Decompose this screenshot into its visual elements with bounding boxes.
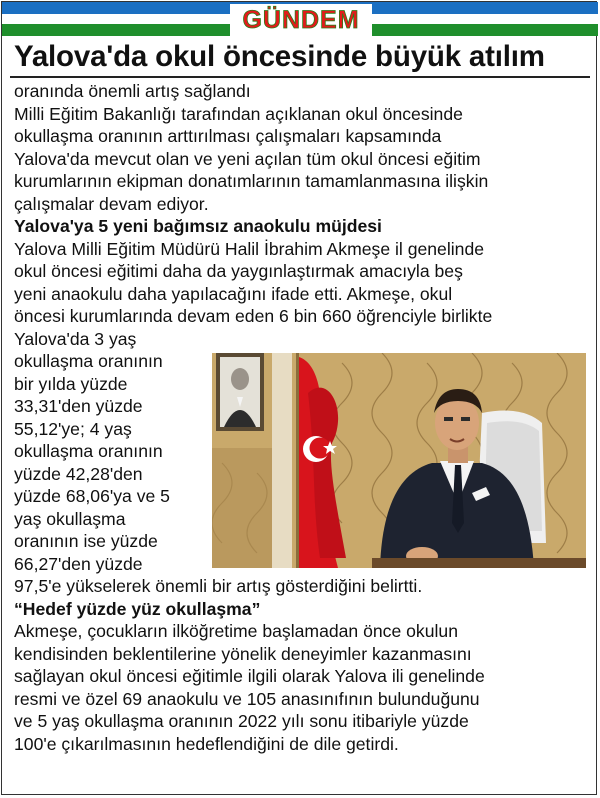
body-line: Akmeşe, çocukların ilköğretime başlamadan önce okulun [14, 621, 458, 641]
body-line: çalışmalar devam ediyor. [14, 193, 209, 214]
body-line: okullaşma oranının [14, 351, 163, 371]
body-line: oranında önemli artış sağlandı [14, 81, 251, 101]
subheading-line: Yalova'ya 5 yeni bağımsız anaokulu müjdesi [14, 216, 382, 236]
body-line: Yalova'da mevcut olan ve yeni açılan tüm okul öncesi eğitim [14, 148, 481, 169]
portrait-frame-icon [216, 353, 264, 431]
body-line: okullaşma oranının arttırılması çalışmaları kapsamında [14, 126, 442, 146]
body-line: kendisinden beklentilerine yönelik deneyimler kazanmasını [14, 643, 472, 664]
body-line: 33,31'den yüzde [14, 396, 143, 416]
headline-divider [10, 76, 590, 78]
body-line: ve 5 yaş okullaşma oranının 2022 yılı sonu itibariyle yüzde [14, 711, 469, 731]
body-line: okul öncesi eğitimi daha da yaygınlaştırmak amacıyla beş [14, 261, 463, 281]
body-line: Yalova Milli Eğitim Müdürü Halil İbrahim Akmeşe il genelinde [14, 238, 485, 259]
body-line: öncesi kurumlarında devam eden 6 bin 660 öğrenciyle birlikte [14, 306, 493, 326]
body-line: sağlayan okul öncesi eğitimle ilgili olarak Yalova ili genelinde [14, 666, 485, 686]
body-line: bir yılda yüzde [14, 373, 128, 394]
body-line: 55,12'ye; 4 yaş [14, 418, 132, 439]
body-line: Milli Eğitim Bakanlığı tarafından açıklanan okul öncesinde [14, 103, 463, 124]
section-header-band [2, 2, 598, 36]
section-label-box [230, 4, 372, 36]
section-label: GÜNDEM [242, 5, 360, 34]
headline: Yalova'da okul öncesinde büyük atılım [14, 40, 545, 73]
body-line: yeni anaokulu daha yapılacağını ifade etti. Akmeşe, okul [14, 283, 453, 304]
subheading-line: “Hedef yüzde yüz okullaşma” [14, 598, 261, 619]
body-line: okullaşma oranının [14, 441, 163, 461]
body-line: yüzde 42,28'den [14, 463, 143, 484]
body-line: Yalova'da 3 yaş [14, 328, 137, 349]
body-line: yaş okullaşma [14, 508, 126, 529]
body-line: oranının ise yüzde [14, 531, 158, 551]
body-line: 97,5'e yükselerek önemli bir artış gösterdiğini belirtti. [14, 576, 423, 596]
body-line: resmi ve özel 69 anaokulu ve 105 anasınıfının bulunduğunu [14, 688, 480, 709]
body-line: 66,27'den yüzde [14, 553, 143, 574]
article-photo [212, 353, 586, 568]
body-line: 100'e çıkarılmasının hedeflendiğini de dile getirdi. [14, 733, 399, 754]
body-line: kurumlarının ekipman donatımlarının tamamlanmasına ilişkin [14, 171, 489, 191]
body-line: yüzde 68,06'ya ve 5 [14, 486, 170, 506]
